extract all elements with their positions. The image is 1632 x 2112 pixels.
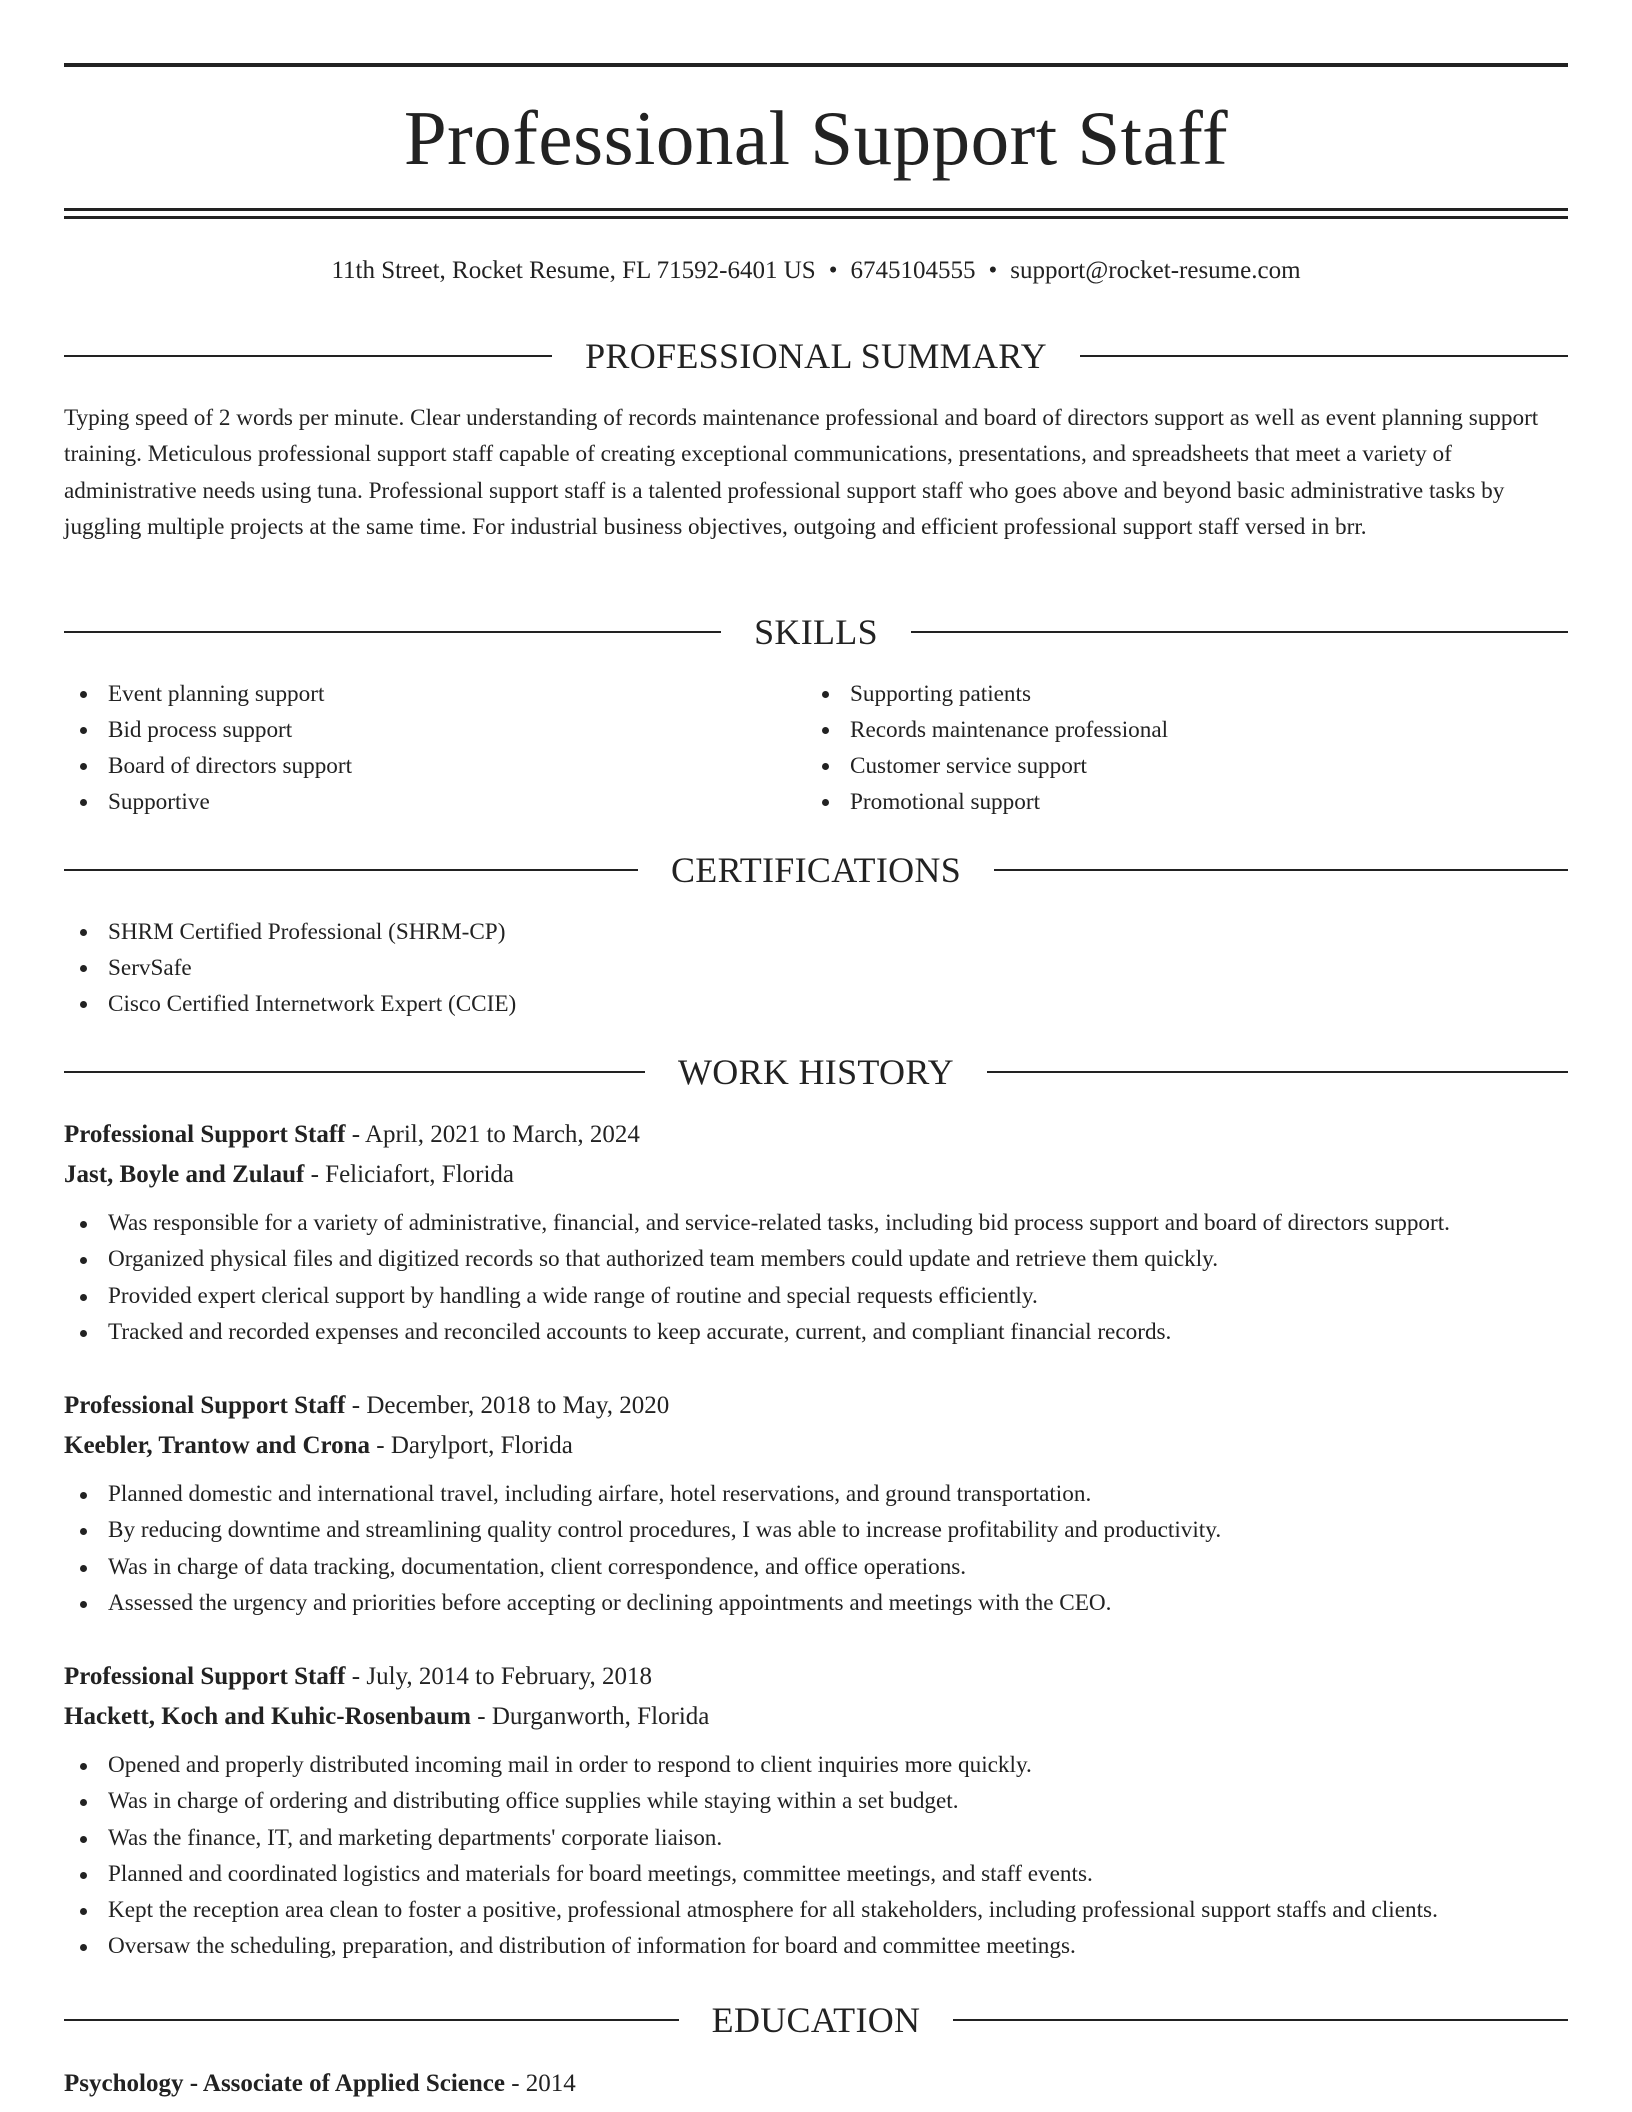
- skills-list-right: [806, 676, 1168, 820]
- job-dates: December, 2018 to May, 2020: [366, 1392, 670, 1419]
- job-duty: Kept the reception area clean to foster a positive, professional atmosphere for all stakeholders, including professional support staffs and clients.: [64, 1892, 1568, 1928]
- job-title: Professional Support Staff: [64, 1392, 346, 1419]
- certification-item: SHRM Certified Professional (SHRM-CP): [64, 914, 516, 950]
- contact-line: [64, 254, 1568, 288]
- job-duty: By reducing downtime and streamlining quality control procedures, I was able to increase profitability and productivity.: [64, 1512, 1568, 1548]
- section-title: WORK HISTORY: [678, 1052, 954, 1092]
- skill-item: Supportive: [64, 784, 352, 820]
- heading-rule: [64, 1071, 645, 1073]
- education-year: 2014: [525, 2070, 576, 2097]
- header-double-rule-bottom: [64, 216, 1568, 219]
- job-duties-list: [64, 1747, 1568, 1965]
- contact-separator: •: [988, 257, 998, 284]
- job-duty: Was in charge of data tracking, documentation, client correspondence, and office operations.: [64, 1549, 1568, 1585]
- job-duty: Was responsible for a variety of administrative, financial, and service-related tasks, including bid process support and board of directors support.: [64, 1205, 1568, 1241]
- job-dates: July, 2014 to February, 2018: [366, 1663, 652, 1690]
- job-location: Durganworth, Florida: [491, 1703, 710, 1730]
- heading-rule: [64, 2019, 679, 2021]
- skill-item: Promotional support: [806, 784, 1168, 820]
- header-double-rule-top: [64, 208, 1568, 211]
- job-company-line: Keebler, Trantow and Crona - Darylport, Florida: [64, 1432, 573, 1459]
- job-title-line: Professional Support Staff - July, 2014 to February, 2018: [64, 1663, 652, 1690]
- job-duty: Was the finance, IT, and marketing departments' corporate liaison.: [64, 1820, 1568, 1856]
- job-duty: Provided expert clerical support by handling a wide range of routine and special requests efficiently.: [64, 1278, 1568, 1314]
- heading-rule: [987, 1071, 1568, 1073]
- job-duty: Organized physical files and digitized records so that authorized team members could update and retrieve them quickly.: [64, 1241, 1568, 1277]
- contact-email[interactable]: support@rocket-resume.com: [1010, 257, 1301, 284]
- candidate-name: Professional Support Staff: [403, 95, 1229, 181]
- job-location: Feliciafort, Florida: [325, 1161, 515, 1188]
- job-title: Professional Support Staff: [64, 1121, 346, 1148]
- heading-rule: [953, 2019, 1568, 2021]
- education-degree: Psychology - Associate of Applied Science: [64, 2070, 505, 2097]
- contact-separator: •: [828, 257, 838, 284]
- job-company: Keebler, Trantow and Crona: [64, 1432, 371, 1459]
- job-duty: Opened and properly distributed incoming mail in order to respond to client inquiries more quickly.: [64, 1747, 1568, 1783]
- skill-item: Records maintenance professional: [806, 712, 1168, 748]
- heading-rule: [1080, 355, 1568, 357]
- contact-phone: 6745104555: [850, 257, 976, 284]
- heading-rule: [64, 355, 552, 357]
- skill-item: Event planning support: [64, 676, 352, 712]
- job-title: Professional Support Staff: [64, 1663, 346, 1690]
- job-duty: Was in charge of ordering and distributing office supplies while staying within a set budget.: [64, 1783, 1568, 1819]
- section-heading-education: [64, 1998, 1568, 2042]
- skill-item: Supporting patients: [806, 676, 1168, 712]
- job-duty: Tracked and recorded expenses and reconciled accounts to keep accurate, current, and compliant financial records.: [64, 1314, 1568, 1350]
- job-duty: Assessed the urgency and priorities before accepting or declining appointments and meetings with the CEO.: [64, 1585, 1568, 1621]
- section-title: CERTIFICATIONS: [670, 850, 962, 890]
- job-entry: [64, 1115, 1568, 1350]
- job-duties-list: [64, 1476, 1568, 1621]
- section-title: EDUCATION: [711, 2000, 921, 2040]
- heading-rule: [911, 631, 1568, 633]
- section-title: SKILLS: [754, 612, 878, 652]
- job-company-line: Jast, Boyle and Zulauf - Feliciafort, Florida: [64, 1161, 515, 1188]
- skill-item: Bid process support: [64, 712, 352, 748]
- job-entry: [64, 1386, 1568, 1621]
- section-heading-work-history: [64, 1050, 1568, 1094]
- job-company: Jast, Boyle and Zulauf: [64, 1161, 305, 1188]
- job-duties-list: [64, 1205, 1568, 1350]
- certification-item: ServSafe: [64, 950, 516, 986]
- summary-text: Typing speed of 2 words per minute. Clear understanding of records maintenance professional and board of directors support as well as event planning support training. Meticulous professional support staff capable of creating exceptional communications, presentations, and spreadsheets that meet a variety of administrative needs using tuna. Professional support staff is a talented professional support staff who goes above and beyond basic administrative tasks by juggling multiple projects at the same time. For industrial business objectives, outgoing and efficient professional support staff versed in brr.: [64, 405, 1539, 540]
- job-duty: Planned domestic and international travel, including airfare, hotel reservations, and ground transportation.: [64, 1476, 1568, 1512]
- job-title-line: Professional Support Staff - December, 2018 to May, 2020: [64, 1392, 670, 1419]
- section-heading-skills: [64, 610, 1568, 654]
- job-duty: Planned and coordinated logistics and materials for board meetings, committee meetings, and staff events.: [64, 1856, 1568, 1892]
- education-entry: Psychology - Associate of Applied Science - 2014: [64, 2070, 576, 2097]
- certifications-list: [64, 914, 516, 1022]
- section-heading-summary: [64, 334, 1568, 378]
- section-heading-certifications: [64, 848, 1568, 892]
- top-rule: [64, 63, 1568, 67]
- heading-rule: [994, 869, 1568, 871]
- job-dates: April, 2021 to March, 2024: [364, 1121, 640, 1148]
- skills-list-left: [64, 676, 352, 820]
- contact-address: 11th Street, Rocket Resume, FL 71592-6401 US: [331, 257, 816, 284]
- certification-item: Cisco Certified Internetwork Expert (CCIE): [64, 986, 516, 1022]
- skill-item: Customer service support: [806, 748, 1168, 784]
- job-location: Darylport, Florida: [390, 1432, 573, 1459]
- job-entry: [64, 1657, 1568, 1965]
- skill-item: Board of directors support: [64, 748, 352, 784]
- job-company: Hackett, Koch and Kuhic-Rosenbaum: [64, 1703, 471, 1730]
- section-title: PROFESSIONAL SUMMARY: [585, 336, 1047, 376]
- heading-rule: [64, 869, 638, 871]
- job-duty: Oversaw the scheduling, preparation, and distribution of information for board and committee meetings.: [64, 1928, 1568, 1964]
- job-company-line: Hackett, Koch and Kuhic-Rosenbaum - Durganworth, Florida: [64, 1703, 710, 1730]
- heading-rule: [64, 631, 721, 633]
- job-title-line: Professional Support Staff - April, 2021 to March, 2024: [64, 1121, 640, 1148]
